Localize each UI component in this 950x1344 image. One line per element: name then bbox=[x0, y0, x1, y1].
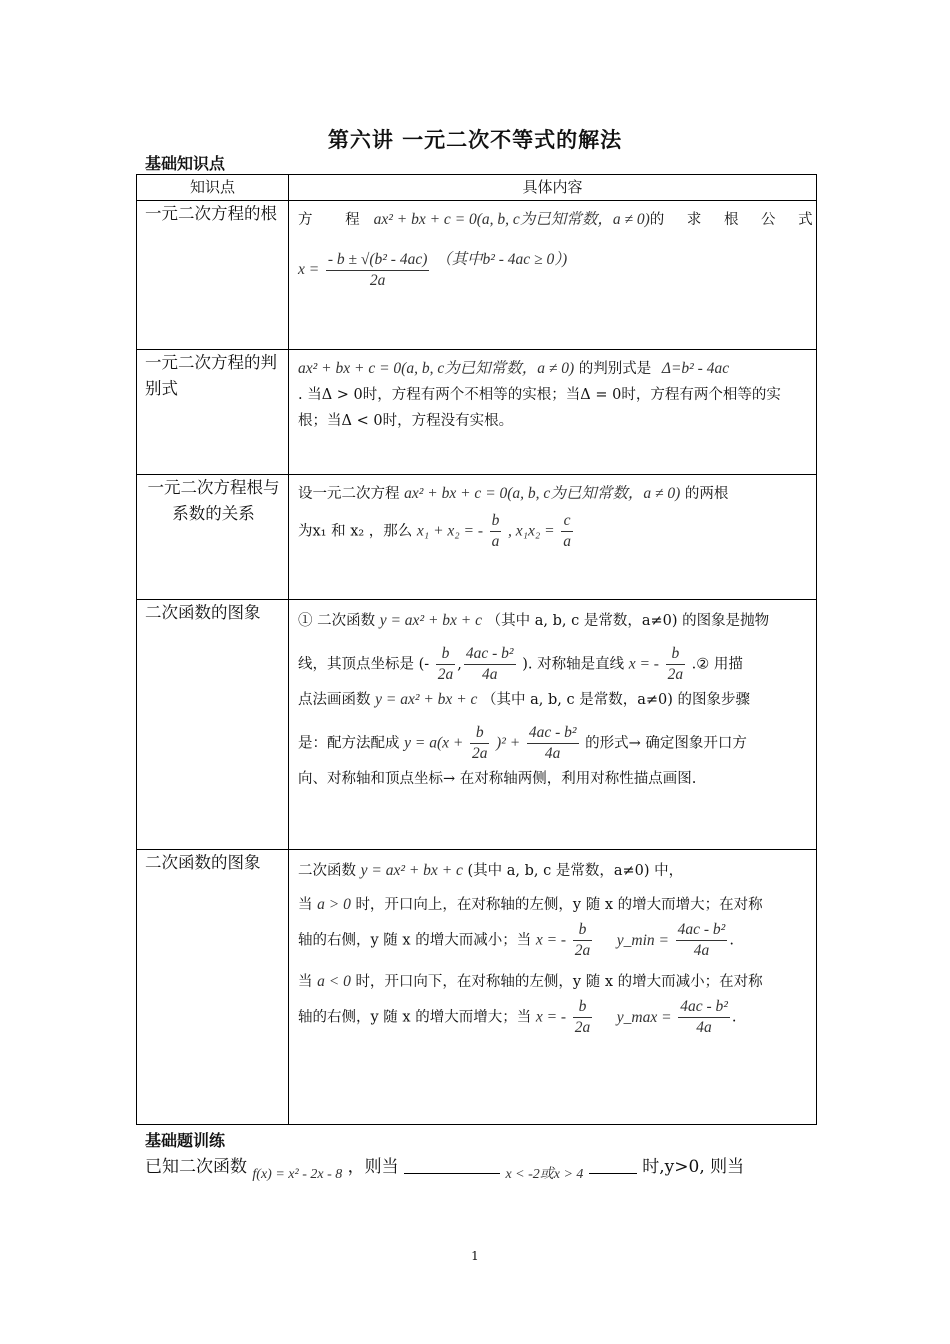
text: 二次函数 bbox=[298, 863, 356, 879]
text: （其中 a, b, c 是常数，a≠0) 的图象步骤 bbox=[482, 692, 751, 708]
fraction-denominator: 4a bbox=[693, 942, 710, 959]
fraction bbox=[676, 920, 728, 961]
fraction-numerator: b bbox=[436, 644, 456, 665]
fraction-denominator: 2a bbox=[574, 1019, 591, 1036]
text: 的形式→ 确定图象开口方 bbox=[585, 735, 747, 752]
fraction bbox=[527, 723, 579, 764]
fraction-denominator: a bbox=[491, 533, 500, 550]
formula-condition: （其中b² - 4ac ≥ 0）) bbox=[436, 251, 568, 268]
fraction-numerator: b bbox=[666, 644, 686, 665]
exercise-question bbox=[145, 1152, 744, 1183]
discriminant: Δ=b² - 4ac bbox=[661, 360, 730, 377]
row-label: 二次函数的图象 bbox=[137, 850, 289, 1125]
row-content bbox=[289, 475, 817, 600]
sum-of-roots: x₁ + x₂ = - bbox=[416, 522, 484, 540]
table-row bbox=[137, 600, 817, 850]
function-formula: y = ax² + bx + c bbox=[379, 612, 483, 629]
fraction-denominator: 4a bbox=[481, 666, 498, 683]
text: 时，开口向下，在对称轴的左侧，y 随 x 的增大而减小；在对称 bbox=[355, 974, 763, 990]
axis-formula: x = - bbox=[628, 655, 659, 673]
function-formula: f(x) = x² - 2x - 8 bbox=[252, 1167, 343, 1182]
max-value: y_max = bbox=[616, 1008, 672, 1026]
row-content bbox=[289, 850, 817, 1125]
text: 时，开口向上，在对称轴的左侧，y 随 x 的增大而增大；在对称 bbox=[355, 897, 763, 913]
text: (其中 a, b, c 是常数，a≠0) 中， bbox=[467, 863, 684, 879]
fraction bbox=[464, 644, 516, 685]
text: . bbox=[731, 1009, 737, 1026]
fraction-denominator: 4a bbox=[696, 1019, 712, 1036]
section-heading-exercises: 基础题训练 bbox=[145, 1131, 226, 1150]
text-suffix: 的 求 根 公 式 bbox=[649, 212, 822, 228]
text: 当 bbox=[298, 974, 313, 990]
knowledge-table bbox=[136, 174, 822, 1125]
fraction-denominator: a bbox=[563, 533, 571, 550]
fraction bbox=[561, 511, 573, 552]
text: ① 二次函数 bbox=[298, 613, 376, 629]
fraction-numerator: 4ac - b² bbox=[676, 920, 728, 941]
row-label: 一元二次方程的判别式 bbox=[137, 350, 289, 475]
text: ，则当 bbox=[347, 1157, 399, 1177]
vieta-formula bbox=[298, 511, 808, 552]
fraction-denominator: 2a bbox=[437, 666, 454, 683]
section-heading-basics: 基础知识点 bbox=[145, 154, 226, 173]
text: 已知二次函数 bbox=[145, 1157, 247, 1177]
product-of-roots: , x₁x₂ = bbox=[508, 522, 555, 540]
text: 当 bbox=[298, 897, 313, 913]
text: 轴的右侧，y 随 x 的增大而增大；当 bbox=[298, 1009, 532, 1026]
root-formula bbox=[298, 247, 808, 291]
answer-text: x < -2或x > 4 bbox=[505, 1167, 584, 1182]
header-knowledge-point: 知识点 bbox=[137, 175, 289, 201]
text: 时,y>0, 则当 bbox=[642, 1157, 745, 1177]
condition: a > 0 bbox=[317, 896, 351, 913]
table-header-row bbox=[137, 175, 817, 201]
min-value: y_min = bbox=[616, 931, 670, 949]
text: .② 用描 bbox=[691, 656, 743, 673]
fraction bbox=[678, 997, 730, 1038]
row-label: 一元二次方程的根 bbox=[137, 201, 289, 350]
fraction-numerator: b bbox=[470, 723, 490, 744]
fraction bbox=[470, 723, 490, 764]
fraction-denominator: 2a bbox=[574, 942, 591, 959]
text: （其中 a, b, c 是常数，a≠0) 的图象是抛物 bbox=[486, 613, 770, 629]
fraction-numerator: 4ac - b² bbox=[464, 644, 516, 665]
formula-fraction bbox=[326, 250, 430, 291]
quadratic-equation: ax² + bx + c = 0(a, b, c为已知常数，a ≠ 0) bbox=[298, 360, 575, 377]
fraction-denominator: 2a bbox=[471, 745, 488, 762]
row-content: ① 二次函数 y = ax² + bx + c （其中 a, b, c 是常数，a≠0) 的图象是抛物 线，其顶点坐标是 (- $\frac{b}{2a}$ , $\frac{\text{4ac - b²}}{4a}$ ). 对称轴是直线 x = - $\frac{b}{2a}$ .② 用描 点法画函数 y = ax² + bx + c （其中 a, b, c 是常数，a≠0) 的图象步骤 是：配方法配成 y = a(x + $\frac{b}{2a}$ )² + $\frac{\text{4ac - b²}}{4a}$ 的形式→ 确定图象开口方 向、对称轴和顶点坐标→ 在对称轴两侧，利用对称性描点画图. bbox=[289, 600, 817, 850]
text: . bbox=[729, 932, 734, 949]
fraction-numerator: - b ± √(b² - 4ac) bbox=[326, 250, 430, 271]
fraction-numerator: c bbox=[561, 511, 573, 532]
text: 向、对称轴和顶点坐标→ 在对称轴两侧，利用对称性描点画图. bbox=[298, 771, 697, 787]
text-prefix: 为x₁ 和 x₂ ，那么 bbox=[298, 523, 413, 540]
quadratic-equation: ax² + bx + c = 0(a, b, c为已知常数，a ≠ 0) bbox=[373, 211, 650, 228]
text-prefix: 设一元二次方程 bbox=[298, 486, 400, 502]
fraction bbox=[666, 644, 686, 685]
fraction-numerator: b bbox=[573, 997, 593, 1018]
formula-lhs: x = bbox=[298, 261, 320, 278]
fraction-numerator: 4ac - b² bbox=[527, 723, 579, 744]
table-row bbox=[137, 201, 817, 350]
answer-blank bbox=[404, 1157, 500, 1174]
axis-formula: x = - bbox=[535, 931, 567, 949]
fraction-numerator: b bbox=[573, 920, 593, 941]
fraction-numerator: 4ac - b² bbox=[678, 997, 730, 1018]
function-formula: y = ax² + bx + c bbox=[375, 691, 478, 708]
fraction bbox=[490, 511, 502, 552]
table-row bbox=[137, 350, 817, 475]
fraction-denominator: 4a bbox=[544, 745, 561, 762]
page-number: 1 bbox=[471, 1249, 479, 1263]
condition: a < 0 bbox=[317, 973, 351, 990]
fraction bbox=[436, 644, 456, 685]
row-label: 二次函数的图象 bbox=[137, 600, 289, 850]
table-row bbox=[137, 475, 817, 600]
header-content: 具体内容 bbox=[289, 175, 817, 201]
discriminant-cases: . 当Δ > 0时，方程有两个不相等的实根；当Δ = 0时，方程有两个相等的实根；当Δ < 0时，方程没有实根。 bbox=[298, 387, 781, 429]
function-formula: y = ax² + bx + c bbox=[360, 862, 463, 879]
text-suffix: 的两根 bbox=[684, 486, 729, 502]
text-middle: 的判别式是 bbox=[578, 361, 652, 377]
fraction bbox=[573, 997, 593, 1038]
row-content bbox=[289, 201, 822, 350]
text: 是：配方法配成 bbox=[298, 735, 400, 752]
quadratic-equation: ax² + bx + c = 0(a, b, c为已知常数，a ≠ 0) bbox=[404, 485, 681, 502]
row-content bbox=[289, 350, 817, 475]
text: 线，其顶点坐标是 (- bbox=[298, 656, 430, 673]
row-label: 一元二次方程根与系数的关系 bbox=[137, 475, 289, 600]
text: ). 对称轴是直线 bbox=[522, 656, 625, 673]
fraction-denominator: 2a bbox=[667, 666, 684, 683]
table-row bbox=[137, 850, 817, 1125]
vertex-form: )² + bbox=[496, 734, 521, 752]
fraction-numerator: b bbox=[490, 511, 502, 532]
vertex-form: y = a(x + bbox=[404, 734, 464, 752]
page-title: 第六讲 一元二次不等式的解法 bbox=[327, 128, 623, 152]
fraction-denominator: 2a bbox=[369, 271, 386, 289]
fraction bbox=[573, 920, 593, 961]
text: 轴的右侧，y 随 x 的增大而减小；当 bbox=[298, 932, 532, 949]
text: 点法画函数 bbox=[298, 692, 371, 708]
answer-blank bbox=[589, 1157, 637, 1174]
axis-formula: x = - bbox=[535, 1008, 567, 1026]
text-prefix: 方 程 bbox=[298, 212, 374, 228]
